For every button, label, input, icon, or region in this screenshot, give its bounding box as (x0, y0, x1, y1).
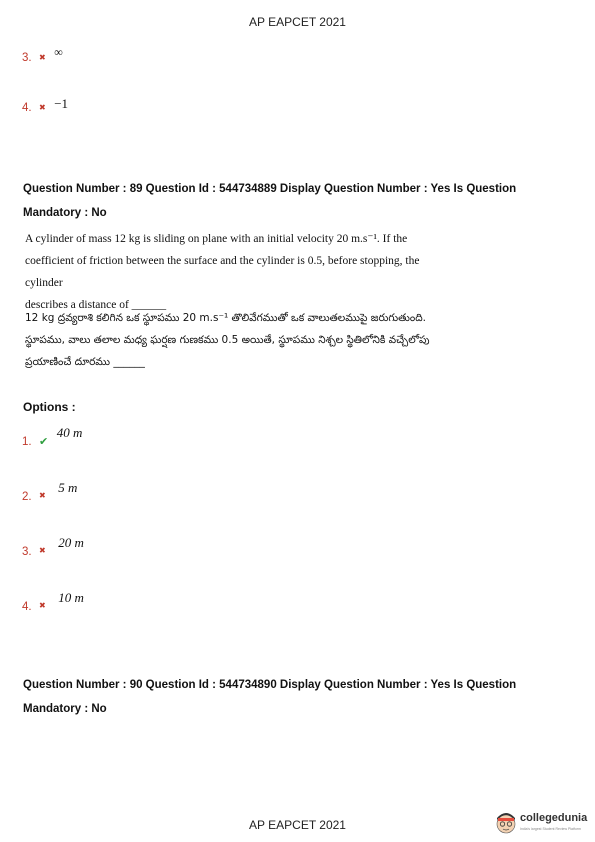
cross-icon: ✖ (39, 601, 46, 610)
collegedunia-logo (494, 809, 594, 839)
question-89-meta (23, 177, 573, 225)
option-number: 4. (22, 601, 32, 613)
cross-icon: ✖ (39, 491, 46, 500)
question-meta-line: Question Number : 90 Question Id : 544734890 Display Question Number : Yes Is Question (23, 679, 517, 691)
cross-icon: ✖ (39, 546, 46, 555)
question-mandatory-line: Mandatory : No (23, 207, 107, 219)
cross-icon: ✖ (39, 103, 46, 112)
option-value: 20 m (58, 535, 84, 550)
page-header: AP EAPCET 2021 (249, 15, 346, 29)
options-label: Options : (23, 400, 76, 414)
prev-option-3 (22, 45, 63, 66)
option-number: 3. (22, 52, 32, 64)
logo-wordmark: collegedunia (520, 812, 588, 824)
mascot-icon (494, 810, 518, 836)
option-3 (22, 534, 84, 558)
question-text-line: స్థూపము, వాలు తలాల మధ్య ఘర్షణ గుణకము 0.5 అయితే, స్థూపము నిశ్చల స్థితిలోనికి వచ్చేలోపు (25, 334, 430, 346)
cross-icon: ✖ (39, 53, 46, 62)
option-2 (22, 479, 78, 503)
logo-tagline: India's largest Student Review Platform (520, 827, 581, 831)
option-1 (22, 424, 83, 448)
check-icon: ✔ (39, 436, 49, 448)
question-meta-line: Question Number : 89 Question Id : 544734889 Display Question Number : Yes Is Question (23, 183, 517, 195)
page-footer: AP EAPCET 2021 (249, 818, 346, 832)
option-number: 2. (22, 491, 32, 503)
question-text-line: A cylinder of mass 12 kg is sliding on plane with an initial velocity 20 m.s⁻¹. If the (25, 233, 408, 245)
question-mandatory-line: Mandatory : No (23, 703, 107, 715)
question-89-telugu (25, 307, 465, 373)
option-value: 40 m (56, 425, 83, 440)
question-90-meta (23, 673, 573, 721)
option-value: 5 m (58, 480, 78, 495)
question-text-line: coefficient of friction between the surface and the cylinder is 0.5, before stopping, the cylinder (25, 255, 420, 289)
option-number: 3. (22, 546, 32, 558)
option-4 (22, 589, 84, 613)
option-number: 4. (22, 102, 32, 114)
question-text-line: ప్రయాణించే దూరము ______ (25, 356, 145, 368)
option-value: −1 (54, 96, 69, 111)
option-number: 1. (22, 436, 32, 448)
option-value: 10 m (58, 590, 84, 605)
prev-option-4 (22, 98, 68, 116)
question-text-line: 12 kg ద్రవ్యరాశి కలిగిన ఒక స్థూపము 20 m.s⁻¹ తొలివేగముతో ఒక వాలుతలముపై జరుగుతుంది. (25, 312, 426, 324)
question-text-line: describes a distance of ______ (25, 299, 167, 311)
question-89-english (25, 228, 455, 316)
option-value: ∞ (54, 45, 63, 59)
